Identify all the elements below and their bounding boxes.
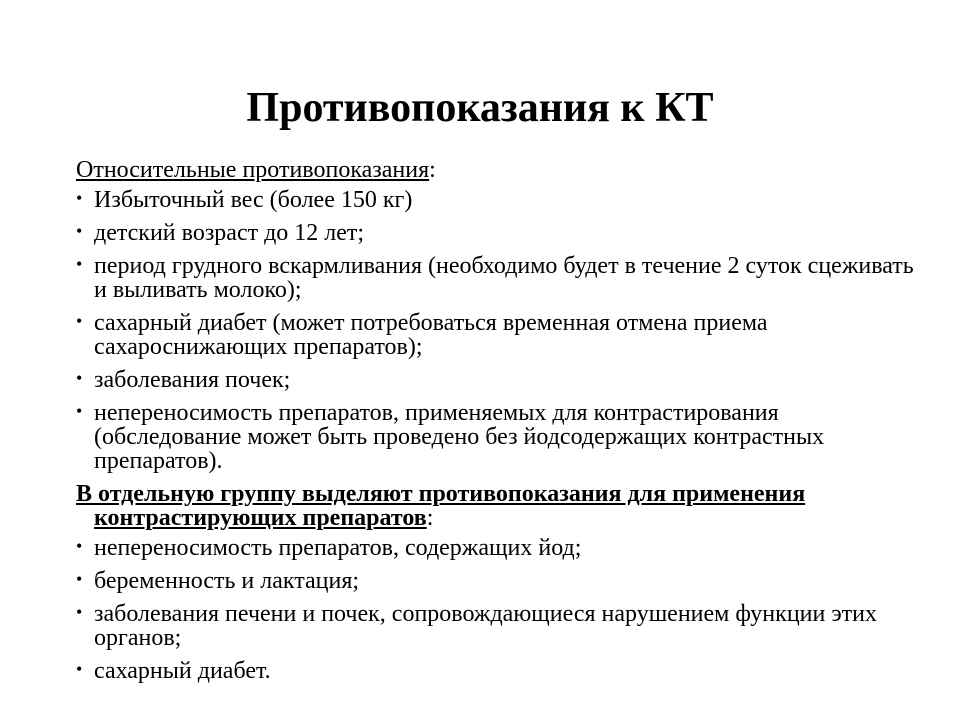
- list-item: [76, 536, 916, 560]
- list-item-text: сахарный диабет.: [94, 658, 271, 684]
- list-item-text: детский возраст до 12 лет;: [94, 220, 365, 246]
- bullet-icon: •: [76, 188, 83, 208]
- slide-content: [76, 158, 916, 692]
- list-item-text: непереносимость препаратов, применяемых для контрастирования (обследование может быть проведено без йодсодержащих контрастных препаратов).: [94, 400, 825, 474]
- section-relative-heading: [76, 158, 916, 182]
- list-item-text: непереносимость препаратов, содержащих йод;: [94, 535, 582, 561]
- list-item-text: сахарный диабет (может потребоваться временная отмена приема сахароснижающих препаратов);: [94, 310, 768, 360]
- list-item-text: заболевания печени и почек, сопровождающиеся нарушением функции этих органов;: [94, 601, 877, 651]
- section-contrast-heading-colon: :: [426, 505, 434, 531]
- bullet-icon: •: [76, 254, 83, 274]
- section-relative-heading-text: Относительные противопоказания: [76, 157, 430, 183]
- list-item-text: Избыточный вес (более 150 кг): [94, 187, 413, 213]
- list-item: [76, 401, 916, 473]
- list-item: [76, 659, 916, 683]
- relative-contraindications-list: [76, 188, 916, 473]
- list-item: [76, 311, 916, 359]
- list-item: [76, 254, 916, 302]
- list-item: [76, 188, 916, 212]
- list-item: [76, 569, 916, 593]
- bullet-icon: •: [76, 311, 83, 331]
- slide-title: Противопоказания к КТ: [246, 85, 714, 131]
- contrast-contraindications-list: [76, 536, 916, 683]
- section-contrast-heading-text: В отдельную группу выделяют противопоказания для применения контрастирующих препаратов: [76, 481, 806, 531]
- list-item-text: заболевания почек;: [94, 367, 291, 393]
- bullet-icon: •: [76, 368, 83, 388]
- bullet-icon: •: [76, 536, 83, 556]
- list-item: [76, 368, 916, 392]
- section-contrast-heading: [76, 482, 916, 530]
- bullet-icon: •: [76, 221, 83, 241]
- list-item-text: период грудного вскармливания (необходимо будет в течение 2 суток сцеживать и выливать молоко);: [94, 253, 914, 303]
- list-item: [76, 221, 916, 245]
- bullet-icon: •: [76, 659, 83, 679]
- section-relative-heading-colon: :: [429, 157, 436, 183]
- bullet-icon: •: [76, 569, 83, 589]
- bullet-icon: •: [76, 401, 83, 421]
- list-item: [76, 602, 916, 650]
- list-item-text: беременность и лактация;: [94, 568, 360, 594]
- bullet-icon: •: [76, 602, 83, 622]
